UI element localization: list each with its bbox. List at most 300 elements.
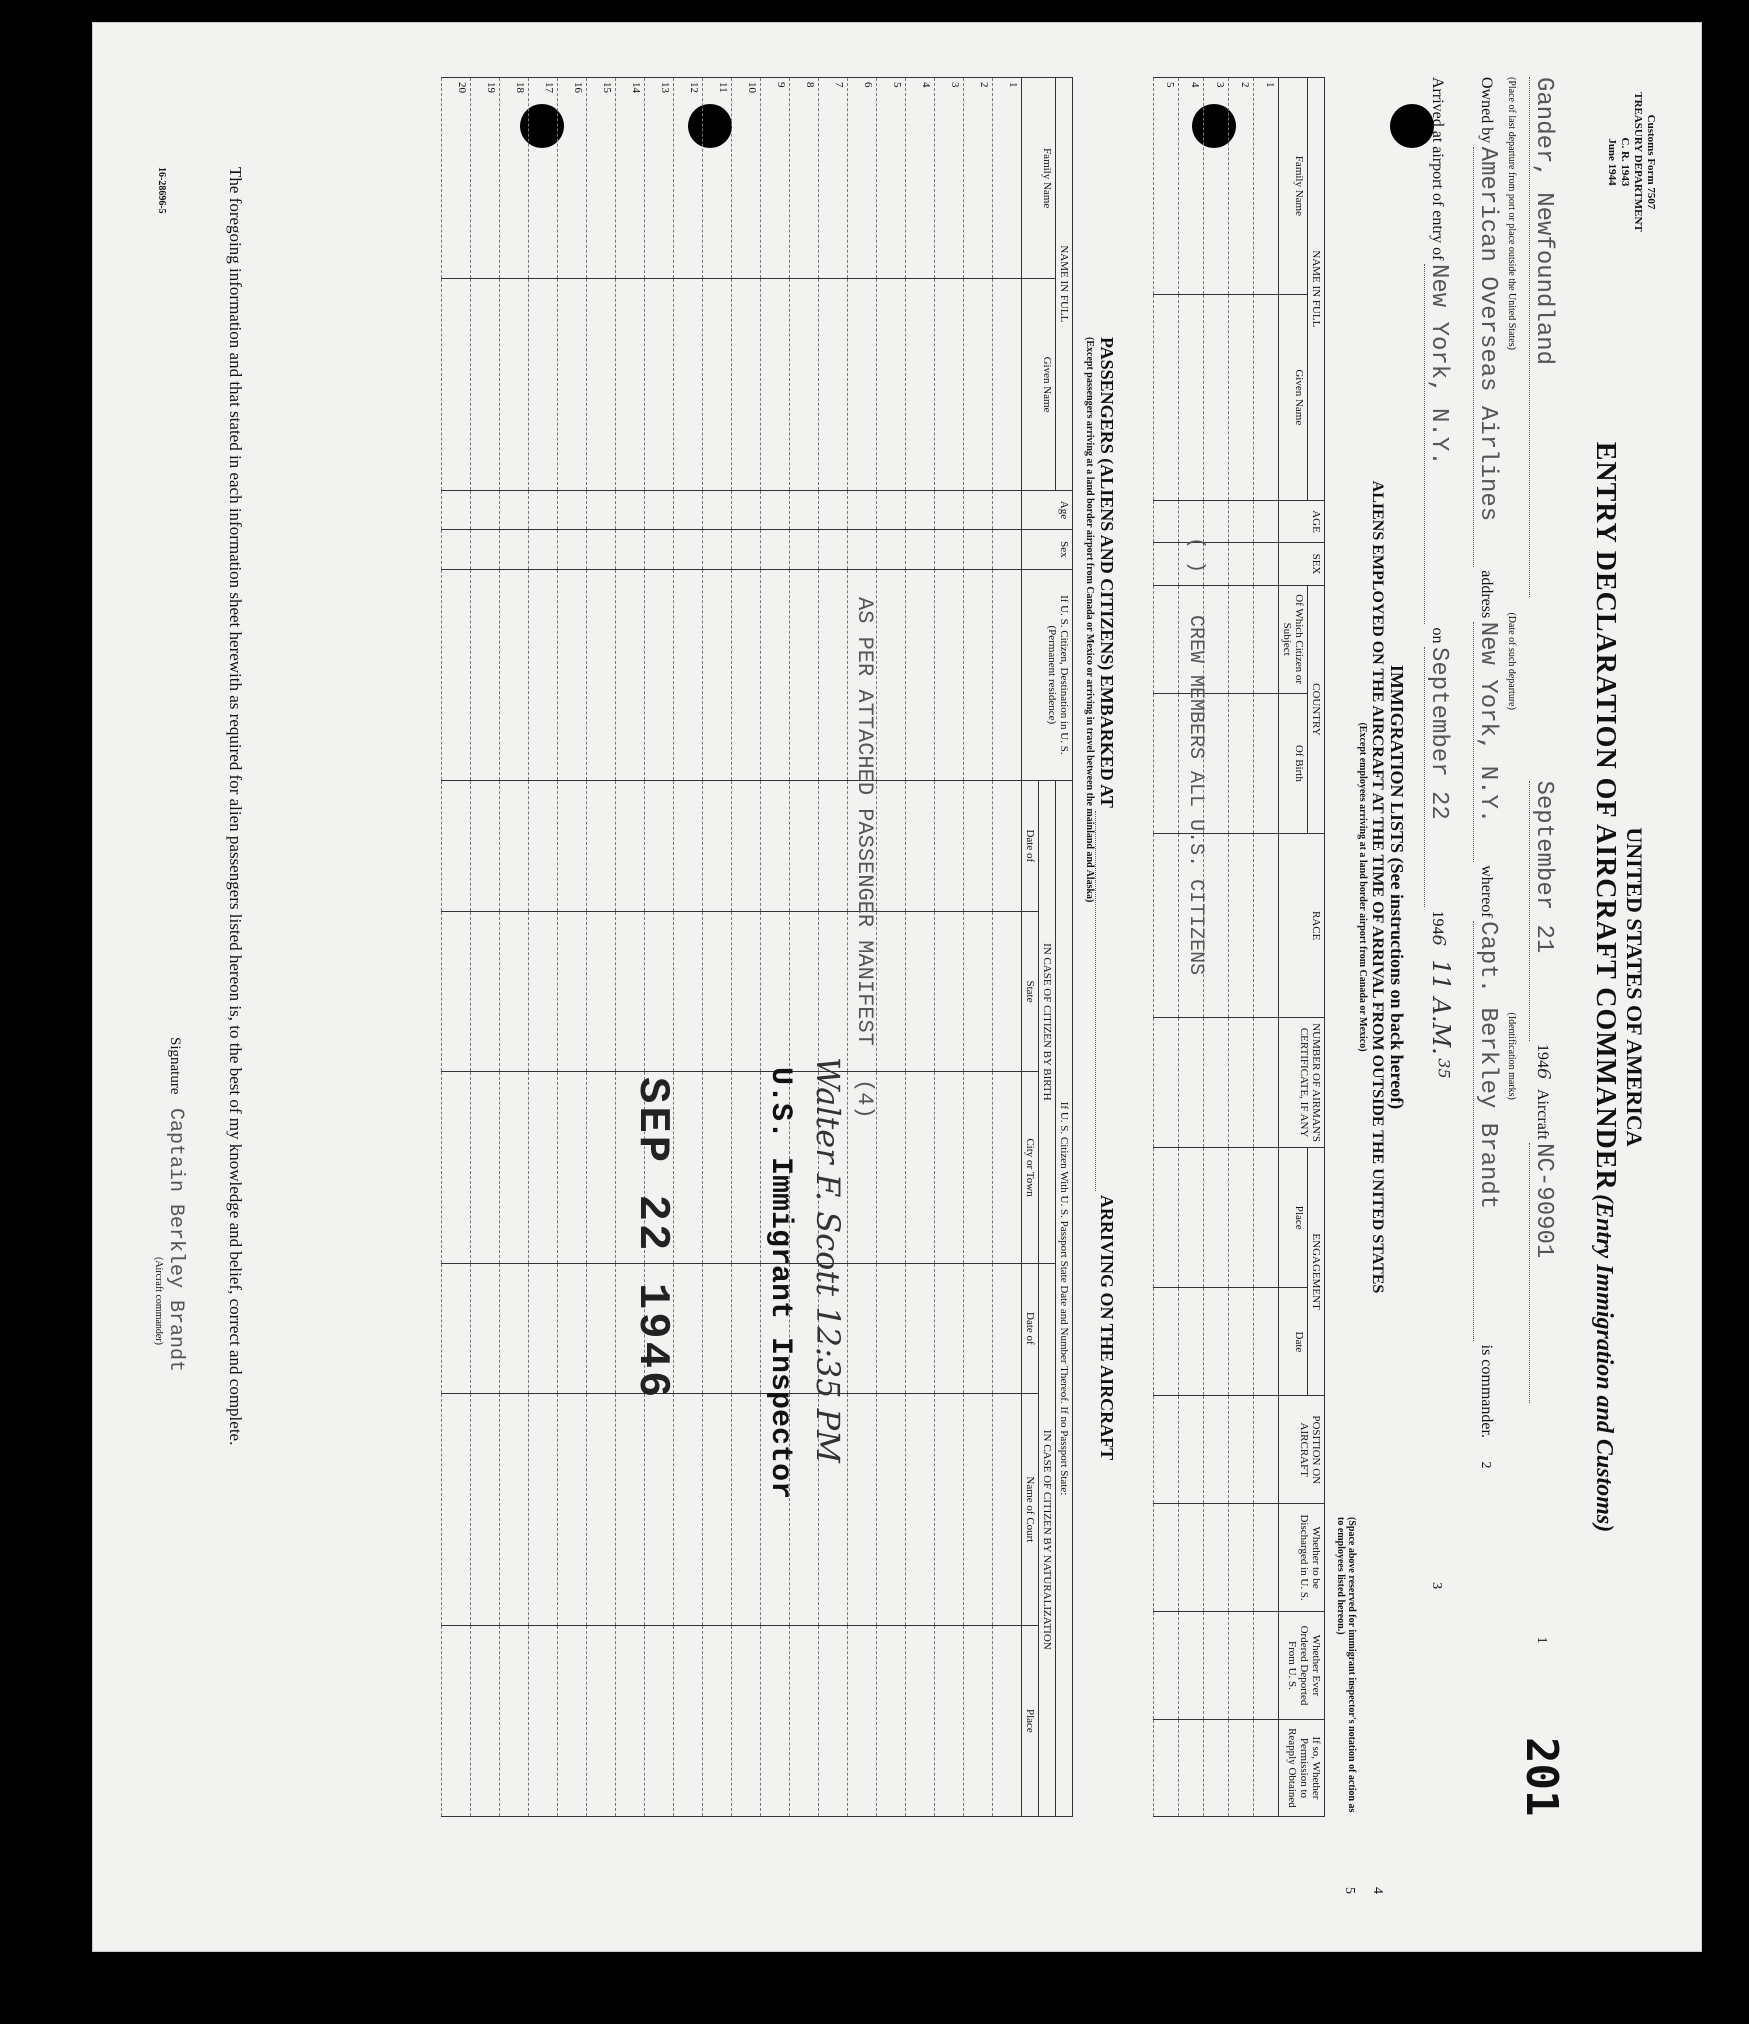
passenger-cell (819, 530, 848, 569)
airport-entry: New York, N.Y. (1424, 264, 1452, 624)
passenger-row (732, 78, 761, 1817)
col2-nat-heading: IN CASE OF CITIZEN BY NATURALIZATION (1039, 1263, 1056, 1816)
passenger-cell (790, 781, 819, 912)
passenger-cell (703, 279, 732, 490)
passenger-row-number: 7 (833, 82, 845, 88)
passenger-row-number: 18 (514, 82, 526, 93)
aliens-cell (1179, 1018, 1204, 1148)
col-name-in-full: NAME IN FULL (1308, 78, 1325, 501)
arrival-date: September 22 (1424, 647, 1452, 907)
header-line-1: Gander, Newfoundland September 21 1946 Aircraft NC-90901 1 (1530, 77, 1557, 1644)
passenger-cell (529, 1072, 558, 1263)
crew-note (1184, 537, 1207, 975)
passenger-cell (790, 1625, 819, 1816)
passenger-cell (500, 911, 529, 1072)
passenger-row-number: 15 (601, 82, 613, 93)
passenger-row-number: 17 (543, 82, 555, 93)
passenger-cell (442, 1263, 471, 1394)
passenger-row (500, 78, 529, 1817)
aliens-cell (1204, 500, 1229, 542)
passenger-cell (935, 1625, 964, 1816)
col2-place: Place (1022, 1625, 1039, 1816)
passenger-cell (587, 781, 616, 912)
passenger-cell (529, 490, 558, 529)
passenger-cell (848, 1263, 877, 1394)
aliens-row (1204, 78, 1229, 1817)
year2-digit: 6 (1428, 934, 1449, 946)
passenger-cell (442, 911, 471, 1072)
col-deported: Whether Ever Ordered Deported From U. S. (1279, 1612, 1325, 1720)
col-citizen: Of Which Citizen or Subject (1279, 585, 1308, 693)
passenger-cell (500, 1263, 529, 1394)
passenger-cell (674, 490, 703, 529)
aliens-cell (1254, 1612, 1279, 1720)
aliens-section-except: (Except employees arriving at a land border airport from Canada or Mexico) (1357, 722, 1368, 1052)
aliens-row (1229, 78, 1254, 1817)
col-race: RACE (1279, 834, 1325, 1018)
aliens-cell (1204, 834, 1229, 1018)
passenger-row-number: 4 (920, 82, 932, 88)
passenger-cell (587, 490, 616, 529)
passenger-cell (703, 490, 732, 529)
passenger-cell (529, 911, 558, 1072)
passenger-row-number: 14 (630, 82, 642, 93)
reserved-note: (Space above reserved for immigrant inspector's notation of action as to employees listed hereon.) (1335, 1517, 1357, 1813)
passenger-cell (645, 781, 674, 912)
passenger-row-number: 5 (891, 82, 903, 88)
passenger-cell (703, 1394, 732, 1626)
passenger-cell (703, 1625, 732, 1816)
passenger-row (471, 78, 500, 1817)
passenger-cell (645, 78, 674, 279)
col2-passport: If U. S. Citizen With U. S. Passport State Date and Number Thereof. If no Passport State: (1056, 781, 1073, 1817)
manifest-count: (4) (852, 1079, 877, 1119)
passenger-cell (645, 569, 674, 780)
passenger-cell (819, 78, 848, 279)
aliens-cell (1154, 585, 1179, 693)
passenger-cell (558, 1263, 587, 1394)
passenger-cell (877, 490, 906, 529)
aliens-cell (1254, 693, 1279, 834)
passenger-cell (877, 1072, 906, 1263)
passenger-cell (761, 569, 790, 780)
aliens-cell (1204, 585, 1229, 693)
col2-city: City or Town (1022, 1072, 1039, 1263)
passenger-cell (674, 1394, 703, 1626)
passenger-cell (674, 1625, 703, 1816)
passenger-row-number: 6 (862, 82, 874, 88)
aliens-cell (1154, 1147, 1179, 1288)
owner: American Overseas Airlines (1473, 147, 1501, 567)
passenger-cell (500, 569, 529, 780)
passenger-cell (790, 78, 819, 279)
aliens-cell (1254, 294, 1279, 500)
passenger-cell (993, 530, 1022, 569)
passenger-cell (993, 279, 1022, 490)
inspector-signature-scrawl: Walter F. Scott 12:35 PM (809, 1057, 847, 1463)
passenger-cell (558, 1394, 587, 1626)
aliens-cell (1179, 294, 1204, 500)
aliens-cell (1229, 834, 1254, 1018)
header-captions-1 (1506, 77, 1517, 1677)
passenger-cell (500, 781, 529, 912)
passenger-cell (442, 1072, 471, 1263)
aliens-cell (1229, 78, 1254, 295)
passenger-cell (616, 78, 645, 279)
passenger-cell (587, 1263, 616, 1394)
passenger-cell (993, 911, 1022, 1072)
aliens-cell (1154, 1504, 1179, 1612)
passenger-cell (500, 530, 529, 569)
arrival-minutes: 35 (1434, 1058, 1454, 1079)
passenger-row (442, 78, 471, 1817)
passenger-row (790, 78, 819, 1817)
passenger-row-number: 16 (572, 82, 584, 93)
passenger-cell (964, 911, 993, 1072)
year-prefix: 194 (1534, 1044, 1551, 1068)
col2-birth-heading: IN CASE OF CITIZEN BY BIRTH (1039, 781, 1056, 1264)
page-number: 201 (1516, 1737, 1567, 1817)
passenger-cell (906, 1072, 935, 1263)
passenger-cell (529, 78, 558, 279)
passenger-cell (790, 279, 819, 490)
passenger-cell (964, 530, 993, 569)
passenger-cell (471, 530, 500, 569)
passenger-cell (877, 78, 906, 279)
immigration-heading-block (1357, 137, 1407, 1637)
passenger-cell (558, 279, 587, 490)
passenger-cell (703, 781, 732, 912)
col-age: AGE (1279, 500, 1325, 542)
passenger-cell (558, 530, 587, 569)
passenger-cell (906, 911, 935, 1072)
form-page: Customs Form 7507 TREASURY DEPARTMENT C. R. 1943 June 1944 UNITED STATES OF AMERICA ENTRY DECLARATION OF AIRCRAFT COMMANDER (Entry Immigration and Customs) 201 Gander, Newfoundland September 21 1946 Aircraft NC-90901 1 (Place of last departure from port or place outside the United States) (Date of such departure) (Identification marks) Owned by American Overseas Airlines address New York, N.Y. whereof Capt. Berkley Brandt is commander. 2 Arrived at airport of entry of New York, N.Y. on September 22 1946 11 A.M. $^{35}$ 3 IMMIGRATION LISTS (See instructions on back hereof) ALIENS EMPLOYED ON THE AIRCRAFT AT THE TIME OF ARRIVAL FROM OUTSIDE THE UNITED STATES (Except employees arriving at a land border airport from Canada or Mexico) (Space above reserved for immigrant inspector's notation of action as to employees listed hereon.) 4 5 NAME IN FULL AGE SEX COUNTRY RACE NUMBER OF AIRMAN'S CERTIFICATE, IF ANY ENGAGEMENT POSITION ON AIRCRAFT Whether to be Discharged in U. S. Whether Ever Ordered Deported From U. S. If so, Whether Permission to Reapply Obtained Family Name Given Name Of Which Citizen or Subject Of Birth Place Date 1 2 3 4 5 ( ) CREW MEMBERS ALL U.S. CITIZENS PASSENGERS (ALIENS AND CITIZENS) EMBARKED AT ARRIVING ON THE AIRCRAFT (Except passengers arriving at a land border airport from Canada or Mexico or arriving in travel between the mainland and Alaska) NAME IN FULL Age Sex If U. S. Citizen, Destination in U. S. (Permanent residence) If U. S. Citizen With U. S. Passport State Date and Number Thereof. If no Passport State: Family Name Given Name IN CASE OF CITIZEN BY BIRTH IN CASE OF CITIZEN BY NATURALIZATION Date of State City or Town Date of Name of Court Place 1 2 3 4 5 6 7 8 9 10 11 12 13 14 15 16 17 18 19 20 AS PER ATTACHED PASSENGER MANIFEST (4) Walter F. Scott 12:35 PM U.S. Immigrant Inspector SEP 22 1946 The foregoing information and that stated in each information sheet herewith as required for alien passengers listed hereon is, to the best of my knowledge and belief, correct and complete. Signature Captain Berkley Brandt (Aircraft commander) 16-28696-5 (153, 77, 1657, 1894)
aliens-cell (1204, 1719, 1229, 1816)
passenger-cell (558, 78, 587, 279)
passenger-cell (964, 781, 993, 912)
col-discharged: Whether to be Discharged in U. S. (1279, 1504, 1325, 1612)
passenger-cell (529, 279, 558, 490)
passenger-cell (877, 569, 906, 780)
col2-date-of: Date of (1022, 781, 1039, 912)
aliens-cell (1154, 693, 1179, 834)
passenger-cell (471, 1394, 500, 1626)
passenger-cell (761, 279, 790, 490)
passenger-cell (732, 911, 761, 1072)
form-dept: TREASURY DEPARTMENT (1632, 92, 1644, 232)
aliens-cell (1254, 1147, 1279, 1288)
arrived-label: Arrived at airport of entry of (1429, 77, 1446, 261)
col-country: COUNTRY (1308, 585, 1325, 833)
col2-court: Name of Court (1022, 1394, 1039, 1626)
col-given-name: Given Name (1279, 294, 1308, 500)
passenger-cell (848, 78, 877, 279)
passenger-cell (471, 490, 500, 529)
passenger-cell (964, 1394, 993, 1626)
passenger-row (529, 78, 558, 1817)
passenger-cell (587, 78, 616, 279)
passenger-cell (790, 490, 819, 529)
passenger-cell (616, 911, 645, 1072)
passenger-row-number: 13 (659, 82, 671, 93)
passenger-cell (616, 530, 645, 569)
passenger-cell (761, 911, 790, 1072)
passenger-cell (732, 279, 761, 490)
passenger-cell (442, 1625, 471, 1816)
passenger-cell (877, 530, 906, 569)
col-birth: Of Birth (1279, 693, 1308, 834)
aircraft-caption: (Identification marks) (1506, 1012, 1517, 1100)
passenger-cell (790, 569, 819, 780)
passenger-cell (935, 1394, 964, 1626)
passenger-cell (935, 1072, 964, 1263)
passenger-cell (906, 569, 935, 780)
aliens-cell (1229, 1504, 1254, 1612)
passenger-cell (529, 569, 558, 780)
departure-date-caption: (Date of such departure) (1506, 612, 1517, 710)
on-label: on (1429, 627, 1446, 644)
form-code: 16-28696-5 (156, 167, 167, 214)
passenger-row (703, 78, 732, 1817)
passenger-cell (616, 490, 645, 529)
passenger-row (558, 78, 587, 1817)
passenger-cell (500, 1394, 529, 1626)
passenger-cell (790, 911, 819, 1072)
passenger-cell (993, 1394, 1022, 1626)
col2-age: Age (1022, 490, 1073, 529)
passenger-cell (964, 1625, 993, 1816)
passenger-cell (674, 911, 703, 1072)
passenger-row (935, 78, 964, 1817)
passenger-cell (587, 569, 616, 780)
aliens-cell (1204, 1288, 1229, 1396)
passenger-cell (906, 781, 935, 912)
passenger-cell (558, 1625, 587, 1816)
passenger-cell (732, 1625, 761, 1816)
passenger-cell (616, 569, 645, 780)
aliens-cell (1179, 1719, 1204, 1816)
aliens-table (1153, 77, 1325, 1817)
passenger-cell (877, 1394, 906, 1626)
passenger-cell (848, 279, 877, 490)
passenger-cell (558, 569, 587, 780)
aliens-cell (1254, 1719, 1279, 1816)
passenger-row (906, 78, 935, 1817)
passenger-cell (819, 490, 848, 529)
passenger-cell (761, 530, 790, 569)
aliens-cell (1254, 585, 1279, 693)
passenger-cell (587, 530, 616, 569)
passenger-cell (993, 781, 1022, 912)
aliens-cell (1229, 693, 1254, 834)
departure-place-caption: (Place of last departure from port or place outside the United States) (1506, 77, 1517, 350)
passenger-cell (732, 490, 761, 529)
passenger-row-number: 12 (688, 82, 700, 93)
passenger-cell (471, 1072, 500, 1263)
aliens-cell (1254, 1018, 1279, 1148)
address-label: address (1478, 570, 1495, 619)
passenger-cell (935, 78, 964, 279)
passenger-row (645, 78, 674, 1817)
passenger-cell (587, 1625, 616, 1816)
passenger-cell (442, 279, 471, 490)
aliens-cell (1204, 1018, 1229, 1148)
passenger-cell (471, 78, 500, 279)
aliens-cell (1254, 543, 1279, 585)
aliens-cell (1229, 294, 1254, 500)
arrival-time: 11 A.M. (1427, 959, 1455, 1055)
col2-sex: Sex (1022, 530, 1073, 569)
passenger-cell (587, 279, 616, 490)
passenger-cell (529, 1263, 558, 1394)
col2-given: Given Name (1022, 279, 1056, 490)
passenger-cell (616, 1625, 645, 1816)
passenger-cell (471, 1625, 500, 1816)
signature-label: Signature (167, 1037, 183, 1095)
col-position: POSITION ON AIRCRAFT (1279, 1396, 1325, 1504)
passenger-cell (703, 911, 732, 1072)
passenger-cell (471, 569, 500, 780)
aircraft-id: NC-90901 (1529, 1143, 1557, 1403)
date-stamp: SEP 22 1946 (627, 1077, 677, 1401)
passenger-row (587, 78, 616, 1817)
passenger-cell (819, 911, 848, 1072)
country-heading: UNITED STATES OF AMERICA (1622, 827, 1647, 1147)
passenger-cell (935, 530, 964, 569)
passengers-title: PASSENGERS (ALIENS AND CITIZENS) EMBARKED AT (1097, 337, 1117, 808)
page-title-paren: (Entry Immigration and Customs) (1591, 1194, 1617, 1533)
passenger-cell (674, 530, 703, 569)
passenger-cell (674, 781, 703, 912)
form-id-block (1605, 77, 1657, 247)
passenger-cell (442, 78, 471, 279)
passenger-cell (645, 1625, 674, 1816)
passenger-row-number: 11 (717, 82, 729, 93)
passenger-cell (790, 530, 819, 569)
passengers-table (441, 77, 1073, 1817)
passenger-cell (645, 279, 674, 490)
passenger-cell (645, 1394, 674, 1626)
form-date: June 1944 (1606, 138, 1618, 186)
inspector-stamp: U.S. Immigrant Inspector (763, 1067, 797, 1500)
passenger-cell (442, 781, 471, 912)
aliens-cell (1254, 1288, 1279, 1396)
aliens-row (1254, 78, 1279, 1817)
col2-destination: If U. S. Citizen, Destination in U. S. (Permanent residence) (1022, 569, 1073, 780)
passengers-heading-block (1084, 337, 1117, 1637)
aliens-cell (1179, 1147, 1204, 1288)
header-line-2: Owned by American Overseas Airlines address New York, N.Y. whereof Capt. Berkley Brandt is commander. 2 (1474, 77, 1501, 1469)
passenger-cell (674, 1263, 703, 1394)
crew-paren: ( ) (1184, 537, 1207, 574)
manifest-note-text: AS PER ATTACHED PASSENGER MANIFEST (852, 597, 877, 1046)
passenger-cell (471, 781, 500, 912)
aliens-cell (1229, 1288, 1254, 1396)
certification-text: The foregoing information and that stated in each information sheet herewith as required for alien passengers listed hereon is, to the best of my knowledge and belief, correct and complete. (226, 167, 245, 1446)
passenger-cell (993, 1263, 1022, 1394)
passenger-cell (877, 1263, 906, 1394)
col-eng-place: Place (1279, 1147, 1308, 1288)
col-eng-date: Date (1279, 1288, 1308, 1396)
passenger-cell (500, 78, 529, 279)
passenger-cell (761, 490, 790, 529)
passengers-rows (442, 78, 1022, 1817)
passenger-cell (529, 1625, 558, 1816)
passenger-row (993, 78, 1022, 1817)
passenger-cell (906, 1263, 935, 1394)
passenger-cell (964, 490, 993, 529)
passenger-cell (442, 530, 471, 569)
aliens-cell (1254, 500, 1279, 542)
passenger-cell (761, 78, 790, 279)
passenger-row-number: 20 (456, 82, 468, 93)
aliens-cell (1204, 78, 1229, 295)
passenger-cell (819, 1625, 848, 1816)
aircraft-label: Aircraft (1534, 1088, 1551, 1140)
passenger-cell (877, 781, 906, 912)
col2-state: State (1022, 911, 1039, 1072)
passenger-cell (935, 569, 964, 780)
passenger-cell (906, 490, 935, 529)
passenger-cell (906, 1394, 935, 1626)
passenger-cell (471, 911, 500, 1072)
aliens-cell (1204, 294, 1229, 500)
document-sheet (92, 22, 1702, 1952)
header-line-3: Arrived at airport of entry of New York, N.Y. on September 22 1946 11 A.M. $^{35}$ 3 (1425, 77, 1455, 1590)
passenger-cell (848, 1625, 877, 1816)
passenger-cell (906, 279, 935, 490)
passenger-cell (529, 530, 558, 569)
passenger-cell (442, 1394, 471, 1626)
passengers-except: (Except passengers arriving at a land border airport from Canada or Mexico or arriving in travel between the mainland and Alaska) (1084, 337, 1095, 903)
aliens-row-number: 5 (1164, 82, 1176, 88)
passenger-cell (471, 279, 500, 490)
col-airman: NUMBER OF AIRMAN'S CERTIFICATE, IF ANY (1279, 1018, 1325, 1148)
departure-date: September 21 (1529, 781, 1557, 1041)
col2-date-of-nat: Date of (1022, 1263, 1039, 1394)
passenger-cell (732, 781, 761, 912)
page-title: ENTRY DECLARATION OF AIRCRAFT COMMANDER (1590, 441, 1621, 1191)
aliens-cell (1204, 1504, 1229, 1612)
passenger-row-number: 3 (949, 82, 961, 88)
aliens-row-number: 4 (1189, 82, 1201, 88)
aliens-cell (1154, 1612, 1179, 1720)
whereof-label: whereof (1478, 865, 1495, 918)
passenger-cell (935, 911, 964, 1072)
passenger-cell (587, 1394, 616, 1626)
aliens-cell (1179, 1396, 1204, 1504)
title-block (1589, 337, 1647, 1637)
passenger-cell (500, 1625, 529, 1816)
aliens-cell (1154, 543, 1179, 585)
aliens-cell (1229, 1396, 1254, 1504)
owned-by-label: Owned by (1478, 77, 1495, 144)
aliens-row (1154, 78, 1179, 1817)
passenger-cell (761, 781, 790, 912)
passenger-cell (645, 530, 674, 569)
passenger-cell (964, 78, 993, 279)
aliens-cell (1179, 1612, 1204, 1720)
col-sex: SEX (1279, 543, 1325, 585)
passenger-cell (558, 490, 587, 529)
passenger-cell (848, 490, 877, 529)
aliens-cell (1229, 1719, 1254, 1816)
passenger-cell (964, 1072, 993, 1263)
passenger-cell (674, 569, 703, 780)
commander-name: Capt. Berkley Brandt (1473, 921, 1501, 1341)
passenger-cell (674, 1072, 703, 1263)
passenger-cell (732, 569, 761, 780)
